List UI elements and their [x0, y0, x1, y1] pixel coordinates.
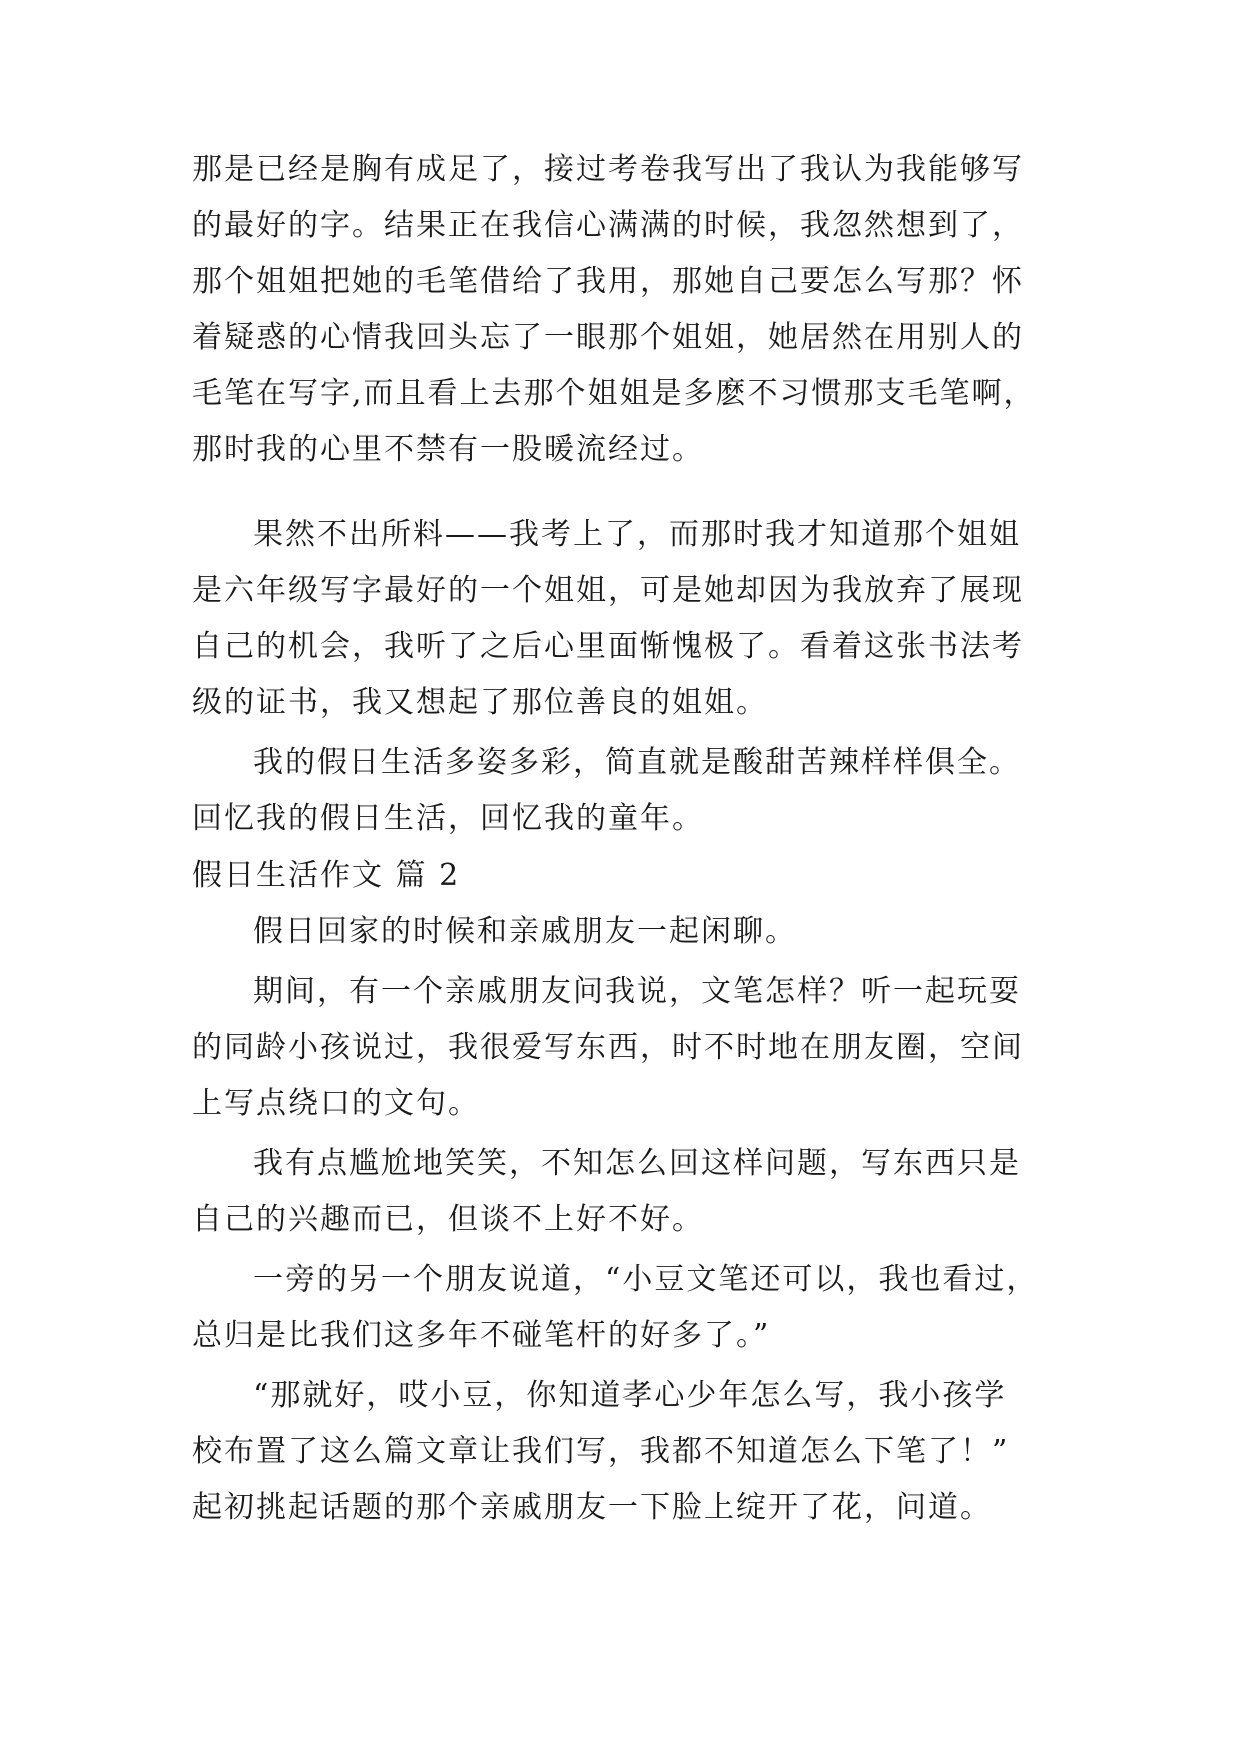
- paragraph-first-line: 期间，有一个亲戚朋友问我说，文笔怎样？听一起玩耍: [253, 974, 1021, 1009]
- text-line: 回忆我的假日生活，回忆我的童年。: [192, 801, 704, 836]
- text-line: 是六年级写字最好的一个姐姐，可是她却因为我放弃了展现: [192, 573, 1024, 608]
- text-line: 那个姐姐把她的毛笔借给了我用，那她自己要怎么写那？怀: [192, 264, 1024, 299]
- text-line: 毛笔在写字,而且看上去那个姐姐是多麽不习惯那支毛笔啊，: [192, 376, 1036, 411]
- text-line: 的最好的字。结果正在我信心满满的时候，我忽然想到了，: [192, 208, 1024, 243]
- paragraph-first-line: 假日回家的时候和亲戚朋友一起闲聊。: [253, 914, 797, 949]
- text-line: 的同龄小孩说过，我很爱写东西，时不时地在朋友圈，空间: [192, 1030, 1024, 1065]
- text-line: 级的证书，我又想起了那位善良的姐姐。: [192, 685, 768, 720]
- text-line: 自己的机会，我听了之后心里面惭愧极了。看着这张书法考: [192, 629, 1024, 664]
- paragraph-first-line: 果然不出所料——我考上了，而那时我才知道那个姐姐: [253, 517, 1021, 552]
- text-line: 自己的兴趣而已，但谈不上好不好。: [192, 1202, 704, 1237]
- text-line: 上写点绕口的文句。: [192, 1086, 480, 1121]
- paragraph-first-line: 一旁的另一个朋友说道，“小豆文笔还可以，我也看过，: [253, 1262, 1039, 1297]
- paragraph-first-line: “那就好，哎小豆，你知道孝心少年怎么写，我小孩学: [253, 1378, 1007, 1413]
- section-heading: 假日生活作文 篇 2: [192, 858, 461, 893]
- text-line: 着疑惑的心情我回头忘了一眼那个姐姐，她居然在用别人的: [192, 320, 1024, 355]
- text-line: 校布置了这么篇文章让我们写，我都不知道怎么下笔了！”: [192, 1434, 1010, 1469]
- paragraph-first-line: 我有点尴尬地笑笑，不知怎么回这样问题，写东西只是: [253, 1146, 1021, 1181]
- paragraph-first-line: 我的假日生活多姿多彩，简直就是酸甜苦辣样样俱全。: [253, 745, 1021, 780]
- text-line: 那时我的心里不禁有一股暖流经过。: [192, 432, 704, 467]
- text-line: 那是已经是胸有成足了，接过考卷我写出了我认为我能够写: [192, 152, 1024, 187]
- text-line: 起初挑起话题的那个亲戚朋友一下脸上绽开了花，问道。: [192, 1490, 992, 1525]
- text-line: 总归是比我们这多年不碰笔杆的好多了。”: [192, 1318, 771, 1353]
